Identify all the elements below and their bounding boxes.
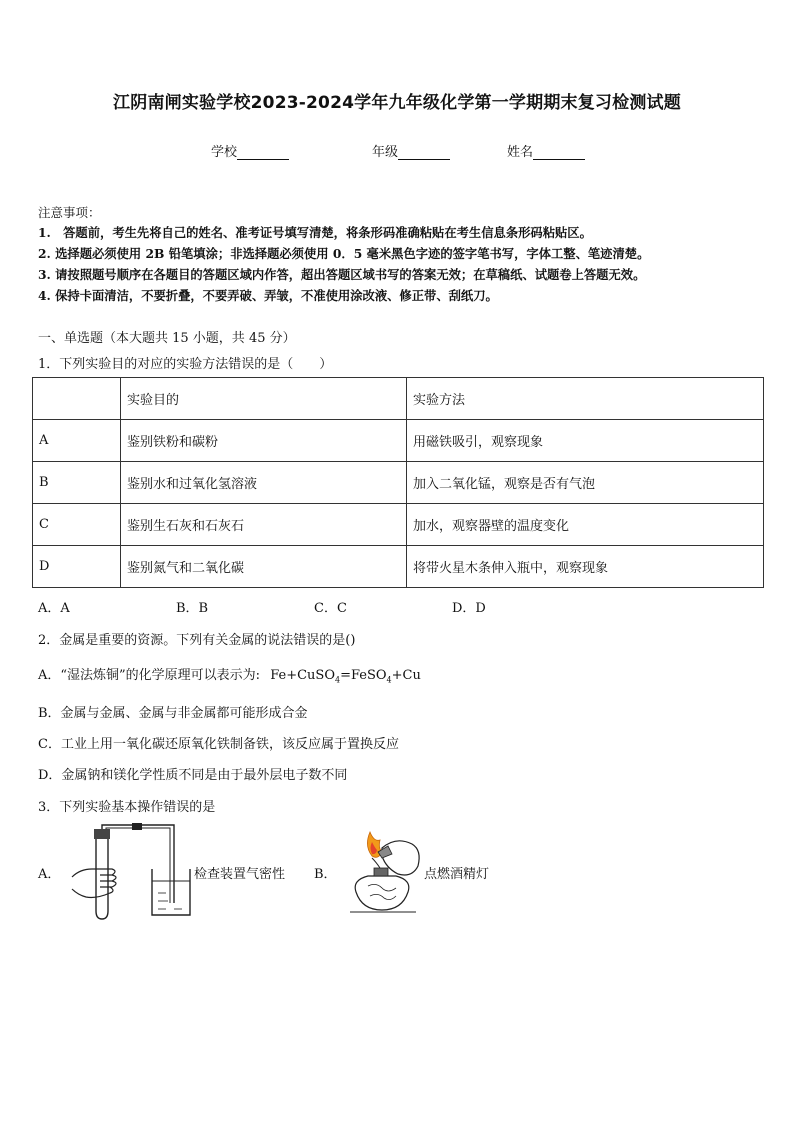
table-row bbox=[33, 546, 764, 588]
q1-option-c: C．C bbox=[314, 601, 347, 616]
table-cell: B bbox=[33, 462, 121, 504]
table-row bbox=[33, 462, 764, 504]
q1-table bbox=[32, 377, 764, 588]
table-cell: 鉴别水和过氧化氢溶液 bbox=[121, 462, 407, 504]
grade-blank bbox=[398, 145, 450, 160]
name-field bbox=[507, 141, 585, 160]
table-cell: 加入二氧化锰，观察是否有气泡 bbox=[407, 462, 764, 504]
airtight-check-illustration bbox=[66, 823, 194, 923]
q1-option-b: B．B bbox=[176, 601, 209, 616]
section-title: 一、单选题（本大题共 15 小题，共 45 分） bbox=[38, 331, 296, 346]
q2-stem: 2．金属是重要的资源。下列有关金属的说法错误的是() bbox=[38, 633, 356, 648]
school-blank bbox=[237, 145, 289, 160]
chemical-equation bbox=[270, 668, 421, 683]
table-header-row bbox=[33, 378, 764, 420]
name-blank bbox=[533, 145, 585, 160]
table-row bbox=[33, 420, 764, 462]
table-cell: 加水，观察器壁的温度变化 bbox=[407, 504, 764, 546]
q3-stem: 3．下列实验基本操作错误的是 bbox=[38, 800, 216, 815]
table-header-cell: 实验目的 bbox=[121, 378, 407, 420]
school-label: 学校 bbox=[211, 145, 238, 160]
notice-title: 注意事项： bbox=[38, 205, 101, 220]
q1-option-a: A．A bbox=[38, 601, 70, 616]
notice-item: 2. 选择题必须使用 2B 铅笔填涂；非选择题必须使用 0．5 毫米黑色字迹的签字笔书写，字体工整、笔迹清楚。 bbox=[38, 246, 650, 261]
table-header-cell: 实验方法 bbox=[407, 378, 764, 420]
q2-option-b: B．金属与金属、金属与非金属都可能形成合金 bbox=[38, 706, 308, 721]
formula-part: Fe+CuSO bbox=[270, 668, 335, 683]
q1-option-d: D．D bbox=[452, 601, 486, 616]
table-cell: D bbox=[33, 546, 121, 588]
table-cell: C bbox=[33, 504, 121, 546]
formula-subscript: 4 bbox=[334, 675, 341, 685]
q2-option-c: C．工业上用一氧化碳还原氧化铁制备铁，该反应属于置换反应 bbox=[38, 737, 399, 752]
table-cell: 将带火星木条伸入瓶中，观察现象 bbox=[407, 546, 764, 588]
formula-subscript: 4 bbox=[386, 675, 392, 685]
table-cell: 用磁铁吸引，观察现象 bbox=[407, 420, 764, 462]
table-cell: A bbox=[33, 420, 121, 462]
formula-part: +Cu bbox=[391, 668, 421, 683]
notice-item: 1. 答题前，考生先将自己的姓名、准考证号填写清楚，将条形码准确粘贴在考生信息条形码粘贴区。 bbox=[38, 225, 592, 240]
formula-part: =FeSO bbox=[340, 668, 387, 683]
notice-item: 3. 请按照题号顺序在各题目的答题区域内作答，超出答题区域书写的答案无效；在草稿纸、试题卷上答题无效。 bbox=[38, 267, 646, 282]
table-header-cell bbox=[33, 378, 121, 420]
q2-option-a bbox=[38, 664, 421, 685]
q2-option-a-text: A．“湿法炼铜”的化学原理可以表示为: bbox=[38, 668, 261, 683]
name-label: 姓名 bbox=[507, 145, 534, 160]
table-cell: 鉴别氮气和二氧化碳 bbox=[121, 546, 407, 588]
q3-option-b-letter: B． bbox=[314, 867, 337, 882]
q1-stem: 1．下列实验目的对应的实验方法错误的是（ ） bbox=[38, 357, 333, 372]
q3-option-b-label: 点燃酒精灯 bbox=[424, 867, 490, 882]
notice-item: 4. 保持卡面清洁，不要折叠，不要弄破、弄皱，不准使用涂改液、修正带、刮纸刀。 bbox=[38, 288, 498, 303]
grade-label: 年级 bbox=[372, 145, 399, 160]
grade-field bbox=[372, 141, 450, 160]
q3-option-a-letter: A． bbox=[38, 867, 61, 882]
table-cell: 鉴别铁粉和碳粉 bbox=[121, 420, 407, 462]
table-cell: 鉴别生石灰和石灰石 bbox=[121, 504, 407, 546]
q2-option-d: D．金属钠和镁化学性质不同是由于最外层电子数不同 bbox=[38, 768, 348, 783]
table-row bbox=[33, 504, 764, 546]
alcohol-lamp-illustration bbox=[342, 826, 424, 918]
school-field bbox=[211, 141, 289, 160]
q3-option-a-label: 检查装置气密性 bbox=[194, 867, 286, 882]
page-title: 江阴南闸实验学校2023-2024学年九年级化学第一学期期末复习检测试题 bbox=[113, 93, 681, 113]
